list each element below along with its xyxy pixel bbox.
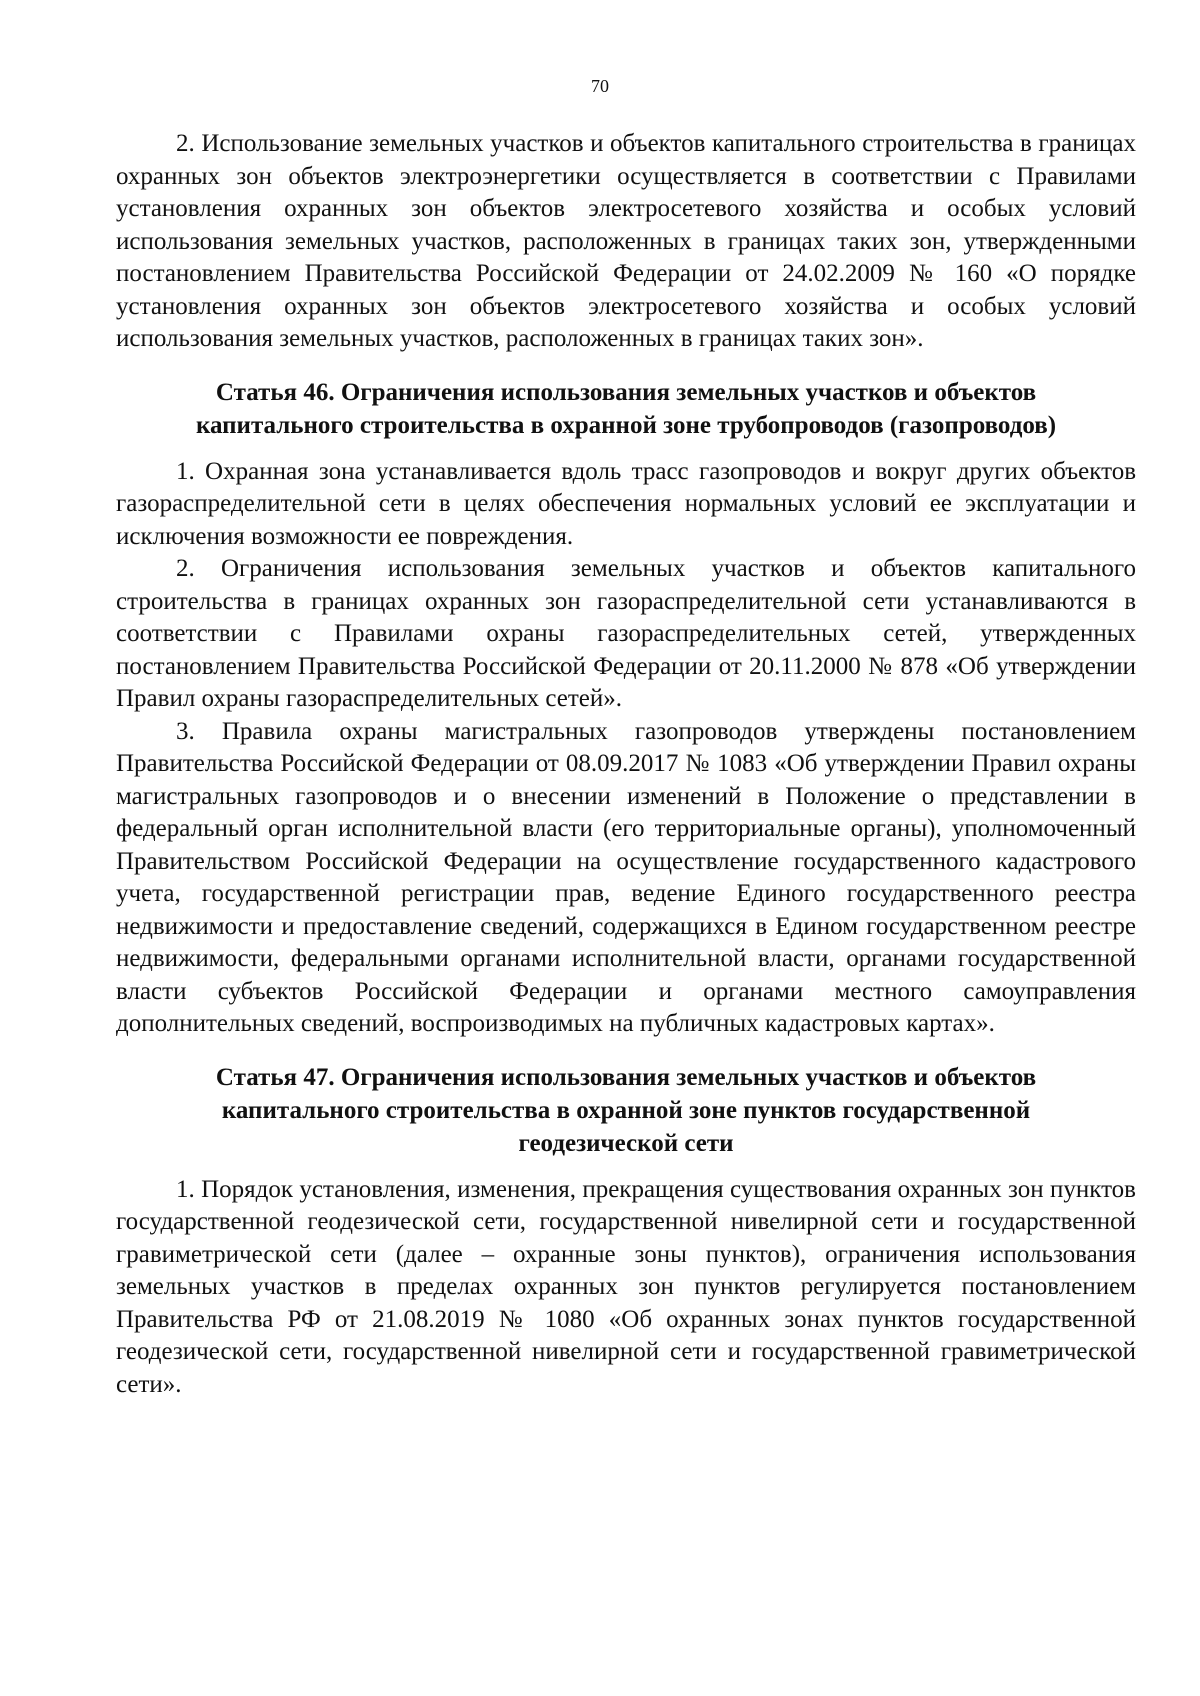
- article46-heading-line2: капитального строительства в охранной зоне трубопроводов (газопроводов): [195, 411, 1057, 439]
- article47-heading-line2: капитального строительства в охранной зоне пунктов государственной: [221, 1096, 1031, 1124]
- article46-heading-line1: Статья 46. Ограничения использования земельных участков и объектов: [215, 378, 1037, 406]
- article47-heading: [116, 1061, 1136, 1160]
- article47-heading-line3: геодезической сети: [518, 1129, 734, 1157]
- paragraph-article45-item2: 2. Использование земельных участков и объектов капитального строительства в границах охранных зон объектов электроэнергетики осуществляется в соответствии с Правилами установления охранных зон объектов электросетевого хозяйства и особых условий использования земельных участков, расположенных в границах таких зон, утвержденными постановлением Правительства Российской Федерации от 24.02.2009 № 160 «О порядке установления охранных зон объектов электросетевого хозяйства и особых условий использования земельных участков, расположенных в границах таких зон».: [116, 130, 1136, 352]
- document-body: [116, 128, 1136, 1401]
- page-number: 70: [591, 76, 609, 96]
- paragraph-article46-item2: 2. Ограничения использования земельных участков и объектов капитального строительства в границах охранных зон газораспределительной сети устанавливаются в соответствии с Правилами охраны газораспределительных сетей, утвержденных постановлением Правительства Российской Федерации от 20.11.2000 № 878 «Об утверждении Правил охраны газораспределительных сетей».: [116, 555, 1136, 712]
- article47-heading-line1: Статья 47. Ограничения использования земельных участков и объектов: [215, 1063, 1037, 1091]
- article46-heading: [116, 376, 1136, 442]
- paragraph-article46-item3: 3. Правила охраны магистральных газопроводов утверждены постановлением Правительства Российской Федерации от 08.09.2017 № 1083 «Об утверждении Правил охраны магистральных газопроводов и о внесении изменений в Положение о представлении в федеральный орган исполнительной власти (его территориальные органы), уполномоченный Правительством Российской Федерации на осуществление государственного кадастрового учета, государственной регистрации прав, ведение Единого государственного реестра недвижимости и предоставление сведений, содержащихся в Едином государственном реестре недвижимости, федеральными органами исполнительной власти, органами государственной власти субъектов Российской Федерации и органами местного самоуправления дополнительных сведений, воспроизводимых на публичных кадастровых картах».: [116, 717, 1136, 1037]
- paragraph-article46-item1: 1. Охранная зона устанавливается вдоль трасс газопроводов и вокруг других объектов газораспределительной сети в целях обеспечения нормальных условий ее эксплуатации и исключения возможности ее повреждения.: [116, 457, 1136, 550]
- paragraph-article47-item1: 1. Порядок установления, изменения, прекращения существования охранных зон пунктов государственной геодезической сети, государственной нивелирной сети и государственной гравиметрической сети (далее – охранные зоны пунктов), ограничения использования земельных участков в пределах охранных зон пунктов регулируется постановлением Правительства РФ от 21.08.2019 № 1080 «Об охранных зонах пунктов государственной геодезической сети, государственной нивелирной сети и государственной гравиметрической сети».: [116, 1175, 1136, 1398]
